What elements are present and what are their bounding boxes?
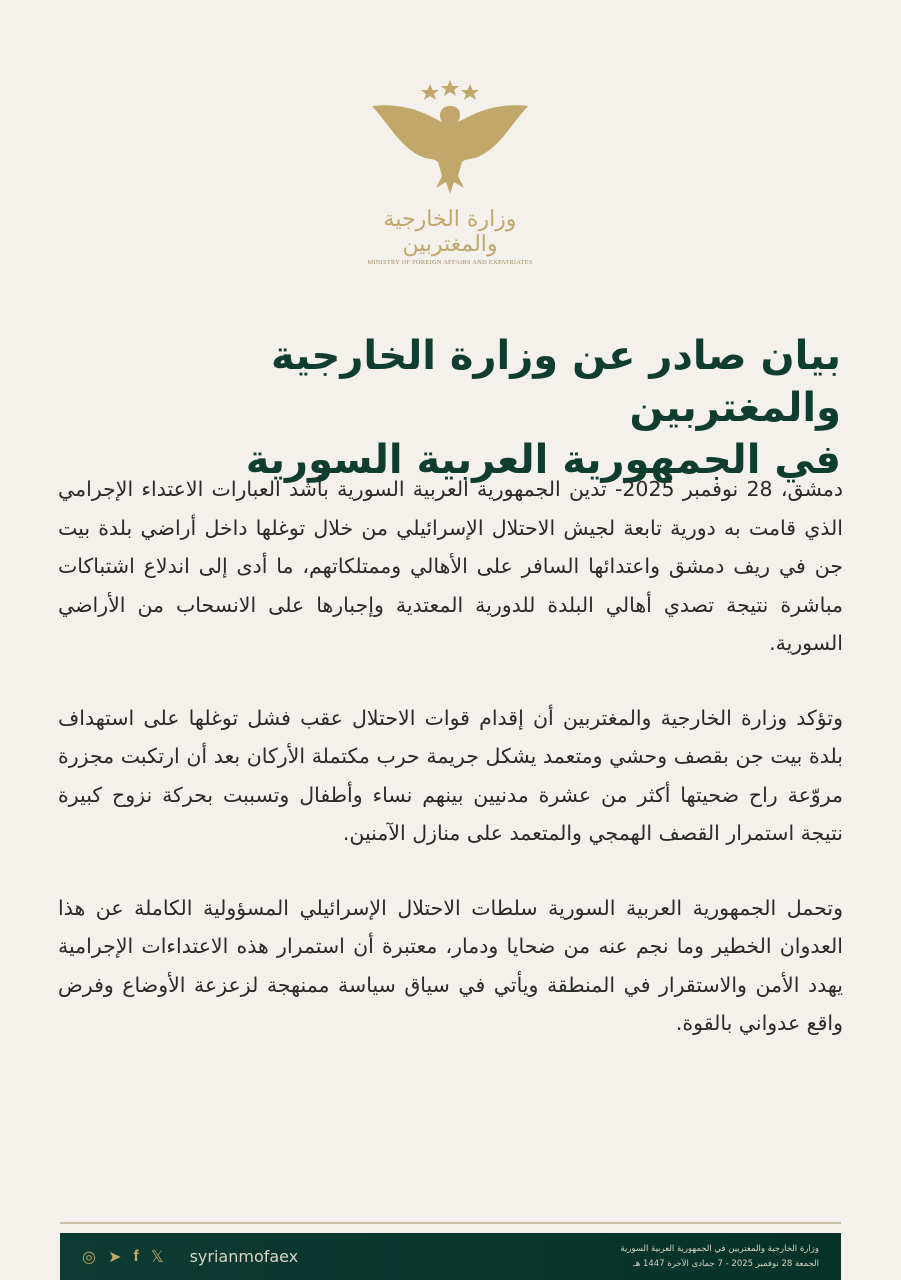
paragraph: وتؤكد وزارة الخارجية والمغتربين أن إقدام قوات الاحتلال عقب فشل توغلها على استهداف بلدة بيت جن بقصف وحشي ومتعمد يشكل جريمة حرب مكتملة الأركان بعد أن ارتكبت مجزرة مروّعة راح ضحيتها أكثر من عشرة مدنيين بينهم نساء وأطفال وتسببت بحركة نزوح كبيرة نتيجة استمرار القصف الهمجي والمتعمد على منازل الآمنين.	[58, 705, 843, 845]
paragraph: دمشق، 28 نوفمبر 2025- تدين الجمهورية العربية السورية بأشد العبارات الاعتداء الإجرامي الذي قامت به دورية تابعة لجيش الاحتلال الإسرائيلي من خلال توغلها داخل أراضي بلدة بيت جن في ريف دمشق واعتدائها السافر على الأهالي وممتلكاتهم، ما أدى إلى اندلاع اشتباكات مباشرة نتيجة تصدي أهالي البلدة للدورية المعتدية وإجبارها على الانسحاب من الأراضي السورية.	[58, 477, 843, 655]
x-icon[interactable]: 𝕏	[150, 1248, 164, 1266]
footer-org: وزارة الخارجية والمغتربين في الجمهورية العربية السورية	[620, 1243, 819, 1254]
eagle-emblem-icon	[370, 76, 530, 201]
title-line-1: بيان صادر عن وزارة الخارجية والمغتربين	[270, 333, 841, 431]
statement-body	[58, 470, 843, 1079]
logo-arabic-name: وزارة الخارجية والمغتربين	[383, 207, 517, 257]
telegram-icon[interactable]: ➤	[107, 1247, 122, 1266]
footer-info	[620, 1242, 819, 1272]
title-line-2: في الجمهورية العربية السورية	[245, 437, 841, 483]
ministry-logo	[360, 76, 540, 266]
facebook-icon[interactable]: f	[133, 1247, 139, 1265]
instagram-icon[interactable]: ◎	[82, 1247, 96, 1266]
footer-date: الجمعة 28 نوفمبر 2025 - 7 جمادى الآخرة 1447 هـ	[633, 1258, 819, 1269]
footer-bar	[60, 1233, 841, 1280]
footer-divider	[60, 1222, 841, 1224]
paragraph: وتحمل الجمهورية العربية السورية سلطات الاحتلال الإسرائيلي المسؤولية الكاملة عن هذا العدوان الخطير وما نجم عنه من ضحايا ودمار، معتبرة أن استمرار هذه الاعتداءات الإجرامية يهدد الأمن والاستقرار في المنطقة ويأتي في سياق سياسة ممنهجة لزعزعة الأوضاع وفرض واقع عدواني بالقوة.	[58, 895, 843, 1035]
social-handle: syrianmofaex	[189, 1247, 299, 1266]
logo-english-name: MINISTRY OF FOREIGN AFFAIRS AND EXPATRIATES	[367, 259, 533, 266]
statement-title	[50, 330, 841, 486]
social-links	[82, 1247, 298, 1267]
